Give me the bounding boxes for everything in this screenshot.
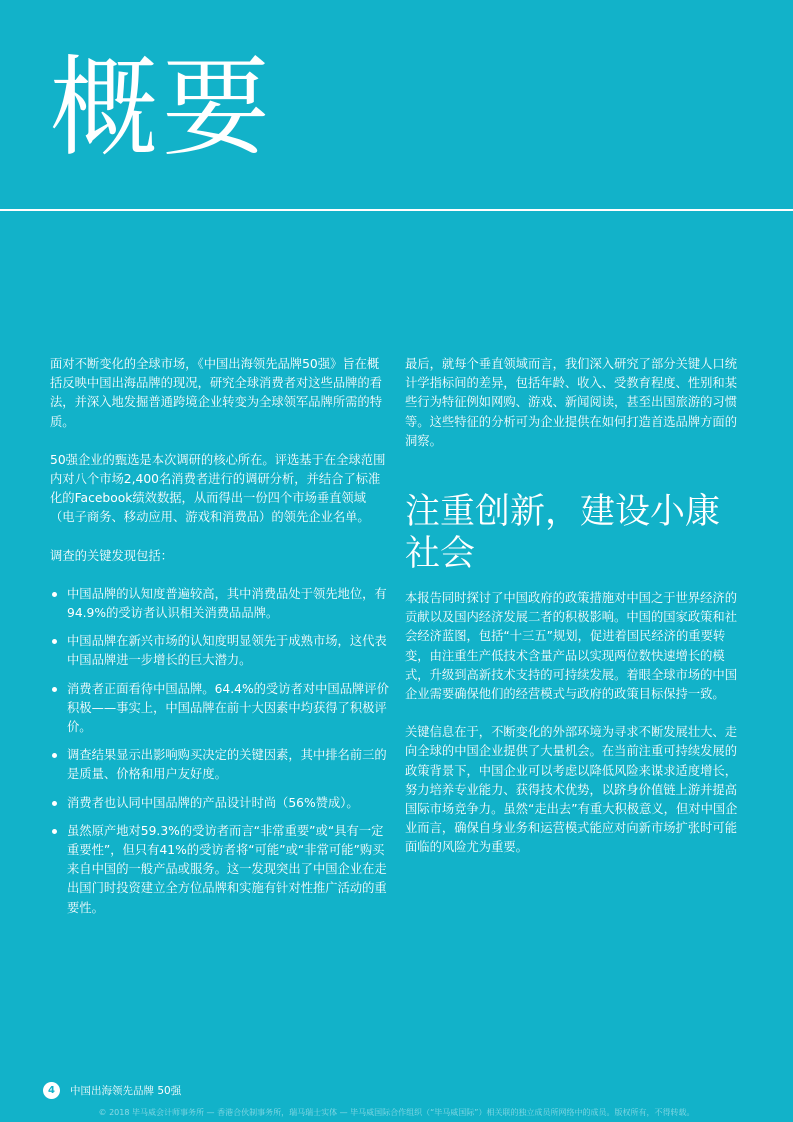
page-number: 4 <box>43 1082 60 1099</box>
selection-paragraph: 50强企业的甄选是本次调研的核心所在。评选基于在全球范围内对八个市场2,400名消费者进行的调研分析，并结合了标准化的Facebook绩效数据，从而得出一份四个市场垂直领域（电子商务、移动应用、游戏和消费品）的领先企业名单。 <box>50 452 386 525</box>
list-item: 消费者也认同中国品牌的产品设计时尚（56%赞成）。 <box>50 794 390 813</box>
copyright-notice: © 2018 毕马威会计师事务所 — 香港合伙制事务所，瑞马瑞士实体 — 毕马威国际合作组织（“毕马威国际”）相关联的独立成员所网络中的成员。版权所有，不得转载。 <box>98 1108 695 1117</box>
list-item: 中国品牌在新兴市场的认知度明显领先于成熟市场，这代表中国品牌进一步增长的巨大潜力。 <box>50 632 390 670</box>
page-title: 概要 <box>50 46 275 171</box>
policy-paragraph: 本报告同时探讨了中国政府的政策措施对中国之于世界经济的贡献以及国内经济发展二者的积极影响。中国的国家政策和社会经济蓝图，包括“十三五”规划，促进着国民经济的重要转变，由注重生产低技术含量产品以实现两位数快速增长的模式，升级到高新技术支持的可持续发展。着眼全球市场的中国企业需要确保他们的经营模式与政府的政策目标保持一致。 <box>405 591 738 702</box>
page-footer <box>43 1082 181 1099</box>
left-column <box>50 355 390 927</box>
list-item: 虽然原产地对59.3%的受访者而言“非常重要”或“具有一定重要性”，但只有41%的受访者将“可能”或“非常可能”购买来自中国的一般产品或服务。这一发现突出了中国企业在走出国门时投资建立全方位品牌和实施有针对性推广活动的重要性。 <box>50 822 390 918</box>
findings-lead: 调查的关键发现包括： <box>50 548 173 563</box>
vertical-analysis-paragraph: 最后，就每个垂直领域而言，我们深入研究了部分关键人口统计学指标间的差异，包括年龄、收入、受教育程度、性别和某些行为特征例如网购、游戏、新闻阅读，甚至出国旅游的习惯等。这些特征的分析可为企业提供在如何打造首选品牌方面的洞察。 <box>405 357 738 448</box>
section-heading: 注重创新，建设小康社会 <box>405 492 721 575</box>
list-item: 消费者正面看待中国品牌。64.4%的受访者对中国品牌评价积极——事实上，中国品牌在前十大因素中均获得了积极评价。 <box>50 680 390 738</box>
title-divider <box>0 209 793 211</box>
publication-title: 中国出海领先品牌 50强 <box>70 1085 182 1097</box>
intro-paragraph: 面对不断变化的全球市场，《中国出海领先品牌50强》旨在概括反映中国出海品牌的现况，研究全球消费者对这些品牌的看法，并深入地发掘普通跨境企业转变为全球领军品牌所需的特质。 <box>50 357 383 429</box>
findings-list <box>50 585 390 918</box>
key-message-paragraph: 关键信息在于，不断变化的外部环境为寻求不断发展壮大、走向全球的中国企业提供了大量机会。在当前注重可持续发展的政策背景下，中国企业可以考虑以降低风险来谋求适度增长，努力培养专业能力、获得技术优势，以跻身价值链上游并提高国际市场竞争力。虽然“走出去”有重大积极意义，但对中国企业而言，确保自身业务和运营模式能应对向新市场扩张时可能面临的风险尤为重要。 <box>405 725 738 855</box>
list-item: 中国品牌的认知度普遍较高，其中消费品处于领先地位，有94.9%的受访者认识相关消费品品牌。 <box>50 585 390 623</box>
right-column <box>405 355 745 877</box>
list-item: 调查结果显示出影响购买决定的关键因素，其中排名前三的是质量、价格和用户友好度。 <box>50 746 390 784</box>
